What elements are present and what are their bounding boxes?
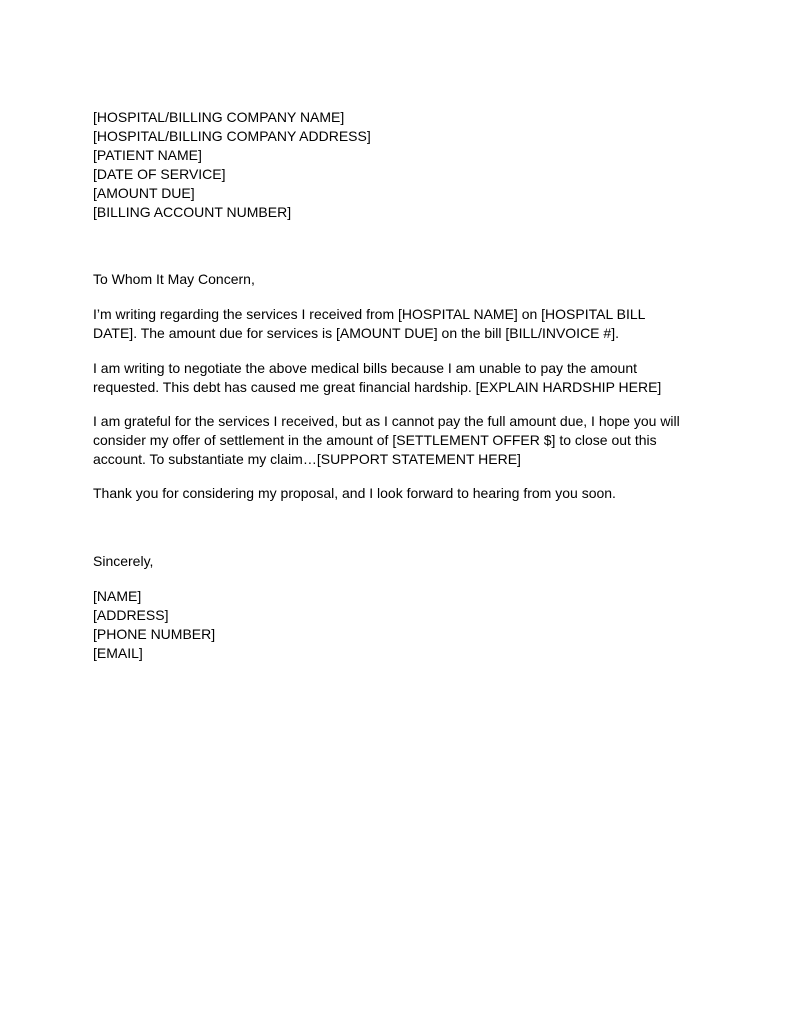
paragraph-line: account. To substantiate my claim…[SUPPORT STATEMENT HERE] [93,451,521,467]
billing-company-name-field: [HOSPITAL/BILLING COMPANY NAME] [93,109,345,125]
paragraph-line: I am writing to negotiate the above medical bills because I am unable to pay the amount [93,360,637,376]
paragraph-line: Thank you for considering my proposal, and I look forward to hearing from you soon. [93,485,616,501]
body-paragraph-settlement-offer [93,412,703,469]
salutation-text: To Whom It May Concern, [93,271,255,287]
paragraph-line: I am grateful for the services I received, but as I cannot pay the full amount due, I hope you will [93,413,680,429]
body-paragraph-hardship [93,359,703,397]
sender-name-field: [NAME] [93,588,142,604]
patient-name-field: [PATIENT NAME] [93,147,202,163]
paragraph-line: I’m writing regarding the services I received from [HOSPITAL NAME] on [HOSPITAL BILL [93,306,646,322]
body-paragraph-thanks [93,484,703,503]
sender-phone-field: [PHONE NUMBER] [93,626,216,642]
signature-block [93,587,703,663]
closing-text: Sincerely, [93,553,154,569]
body-paragraph-services [93,305,703,343]
paragraph-line: DATE]. The amount due for services is [AMOUNT DUE] on the bill [BILL/INVOICE #]. [93,325,619,341]
closing [93,552,703,571]
paragraph-line: consider my offer of settlement in the amount of [SETTLEMENT OFFER $] to close out this [93,432,657,448]
amount-due-field: [AMOUNT DUE] [93,185,195,201]
billing-account-number-field: [BILLING ACCOUNT NUMBER] [93,204,292,220]
paragraph-line: requested. This debt has caused me great financial hardship. [EXPLAIN HARDSHIP HERE] [93,379,662,395]
billing-company-address-field: [HOSPITAL/BILLING COMPANY ADDRESS] [93,128,371,144]
recipient-header-block [93,108,703,222]
sender-email-field: [EMAIL] [93,645,143,661]
salutation [93,270,703,289]
sender-address-field: [ADDRESS] [93,607,169,623]
date-of-service-field: [DATE OF SERVICE] [93,166,226,182]
